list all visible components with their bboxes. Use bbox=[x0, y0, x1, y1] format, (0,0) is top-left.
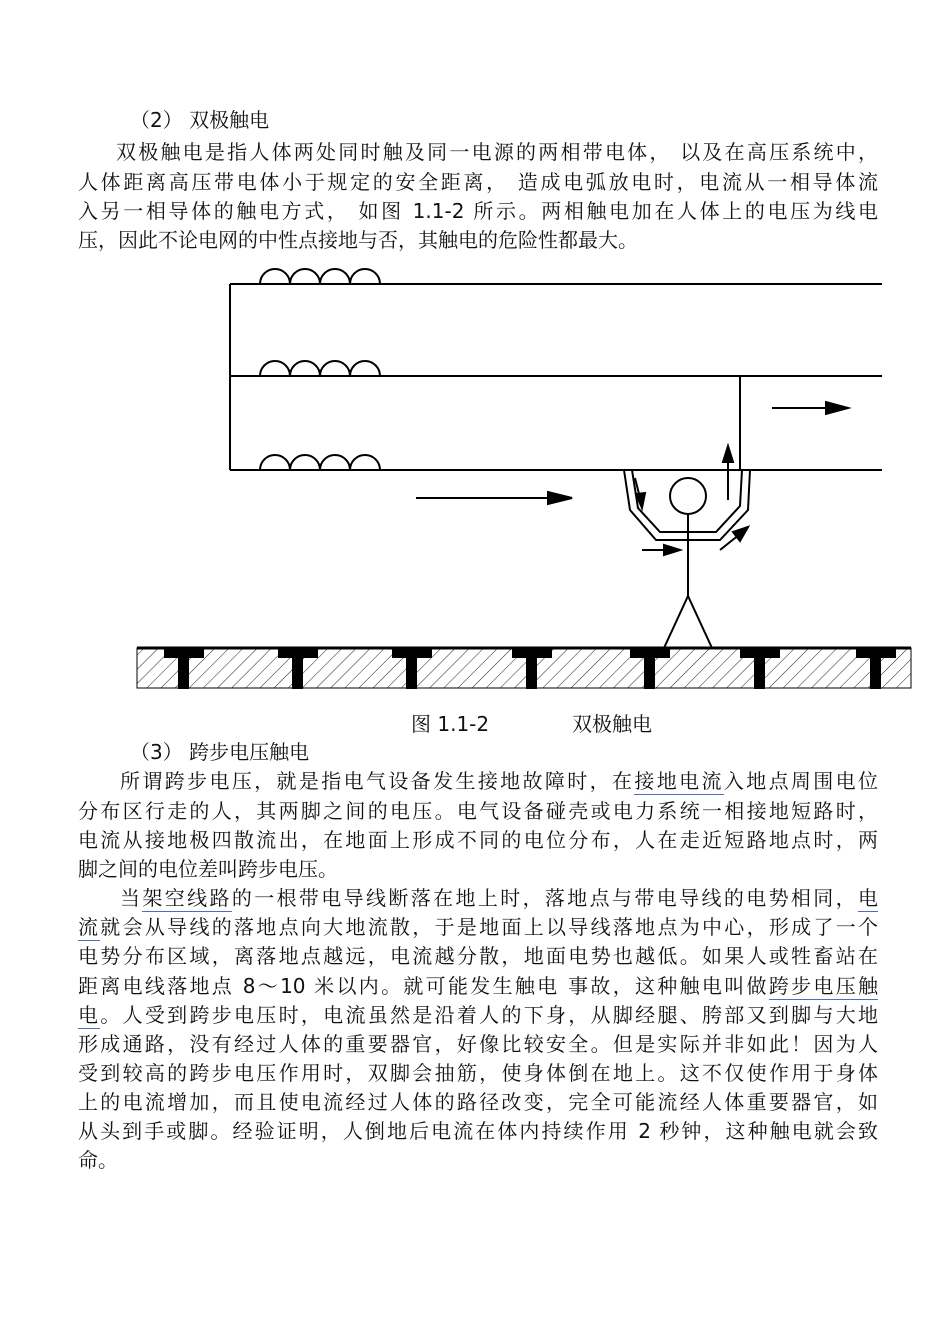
paragraph-line: 压，因此不论电网的中性点接地与否，其触电的危险性都最大。 bbox=[78, 228, 638, 252]
coil-1 bbox=[260, 269, 380, 284]
paragraph-line: 双极触电是指人体两处同时触及同一电源的两相带电体， 以及在高压系统中， bbox=[116, 140, 878, 164]
coil-2 bbox=[260, 361, 380, 376]
transformer-coils bbox=[260, 269, 380, 470]
person-leg-left bbox=[664, 596, 688, 648]
arrow-head bbox=[548, 492, 572, 504]
paragraph-line: 分布区行走的人，其两脚之间的电压。电气设备碰壳或电力系统一相接地短路时， bbox=[78, 799, 878, 823]
paragraph-line: 上的电流增加，而且使电流经过人体的路径改变，完全可能流经人体重要器官，如 bbox=[78, 1090, 878, 1114]
person-leg-right bbox=[688, 596, 712, 648]
paragraph-line: 电流从接地极四散流出，在地面上形成不同的电位分布，人在走近短路地点时，两 bbox=[78, 828, 878, 852]
paragraph-line bbox=[120, 882, 878, 914]
text-span: 的一根带电导线断落在地上时，落地点与带电导线的电势相同， bbox=[231, 886, 859, 910]
paragraph-line: 人体距离高压带电体小于规定的安全距离， 造成电弧放电时，电流从一相导体流 bbox=[78, 170, 878, 194]
text-span: 距离电线落地点 8～10 米以内。就可能发生触电 事故，这种触电叫做 bbox=[78, 974, 769, 998]
link-current[interactable]: 流 bbox=[78, 915, 101, 939]
paragraph-line bbox=[78, 970, 878, 1002]
current-arrows bbox=[416, 402, 848, 555]
link-step-voltage-shock[interactable]: 电 bbox=[78, 1003, 101, 1027]
paragraph-line: 脚之间的电位差叫跨步电压。 bbox=[78, 857, 338, 881]
text-span: 所谓跨步电压，就是指电气设备发生接地故障时，在 bbox=[120, 769, 635, 793]
text-span: 就会从导线的落地点向大地流散，于是地面上以导线落地点为中心，形成了一个 bbox=[100, 915, 879, 939]
section-heading-bipolar: （2） 双极触电 bbox=[130, 108, 270, 132]
text-span: 。人受到跨步电压时，电流虽然是沿着人的下身，从脚经腿、胯部又到脚与大地 bbox=[100, 1003, 879, 1027]
arrow-head bbox=[664, 545, 680, 555]
person-head bbox=[670, 478, 706, 514]
bipolar-shock-diagram bbox=[0, 250, 950, 700]
paragraph-line: 入另一相导体的触电方式， 如图 1.1-2 所示。两相触电加在人体上的电压为线电 bbox=[78, 199, 878, 223]
link-ground-current[interactable]: 接地电流 bbox=[634, 769, 724, 793]
section-heading-step-voltage: （3） 跨步电压触电 bbox=[130, 740, 310, 764]
paragraph-line bbox=[78, 911, 878, 943]
caption-title: 双极触电 bbox=[572, 712, 652, 736]
paragraph-line: 命。 bbox=[78, 1148, 118, 1172]
caption-number: 图 1.1-2 bbox=[411, 712, 490, 736]
text-span: 当 bbox=[120, 886, 143, 910]
paragraph-line bbox=[120, 765, 878, 797]
paragraph-line: 从头到手或脚。经验证明，人倒地后电流在体内持续作用 2 秒钟，这种触电就会致 bbox=[78, 1119, 878, 1143]
paragraph-line: 形成通路，没有经过人体的重要器官，好像比较安全。但是实际并非如此！因为人 bbox=[78, 1032, 878, 1056]
link-current[interactable]: 电 bbox=[858, 886, 879, 910]
paragraph-line: 电势分布区域，离落地点越远，电流越分散，地面电势也越低。如果人或牲畜站在 bbox=[78, 944, 878, 968]
paragraph-line: 受到较高的跨步电压作用时，双脚会抽筋，使身体倒在地上。这不仅使作用于身体 bbox=[78, 1061, 878, 1085]
text-span: 入地点周围电位 bbox=[723, 769, 879, 793]
arrow-head bbox=[826, 402, 848, 414]
link-step-voltage-shock[interactable]: 跨步电压触 bbox=[768, 974, 879, 998]
paragraph-line bbox=[78, 999, 878, 1031]
coil-3 bbox=[260, 455, 380, 470]
link-overhead-line[interactable]: 架空线路 bbox=[142, 886, 232, 910]
conductor-lines bbox=[230, 284, 882, 470]
arrow-head bbox=[723, 446, 733, 462]
